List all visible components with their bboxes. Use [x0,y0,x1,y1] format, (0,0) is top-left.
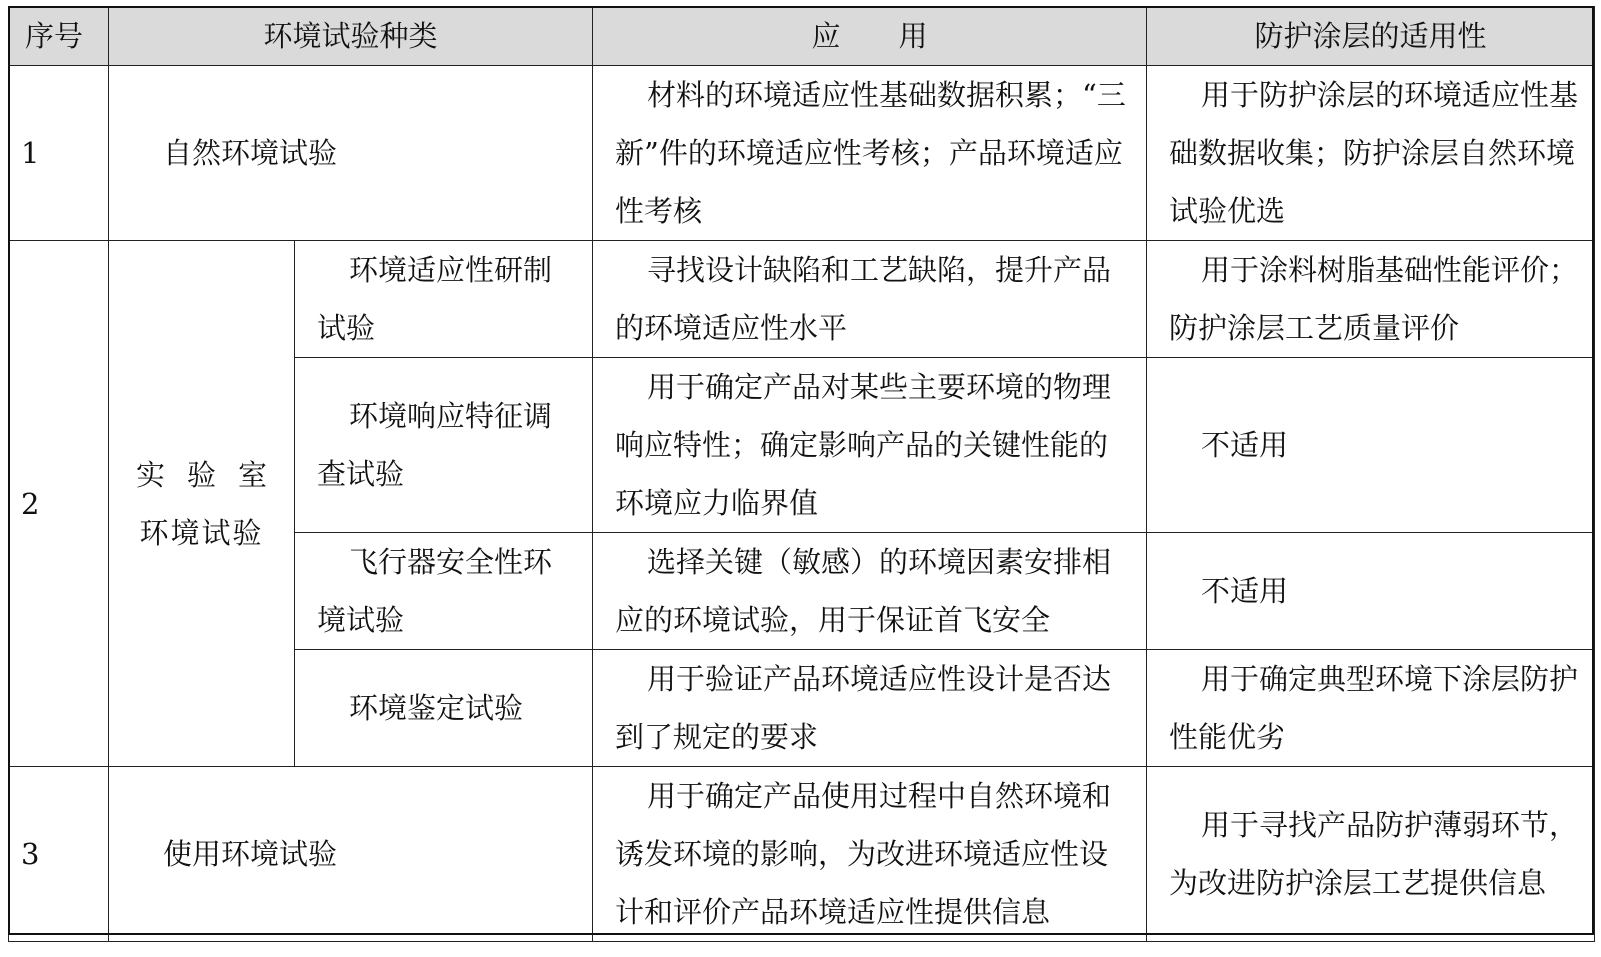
row-app: 用于确定产品对某些主要环境的物理响应特性；确定影响产品的关键性能的环境应力临界值 [593,358,1147,533]
row-num: 2 [9,241,109,767]
row-fit: 不适用 [1147,358,1595,533]
table-header-row [9,7,1595,66]
header-num: 序号 [9,7,109,66]
row-kind-line2: 环境试验 [139,515,264,550]
row-app: 材料的环境适应性基础数据积累；“三新”件的环境适应性考核；产品环境适应性考核 [593,66,1147,241]
table-row [9,66,1595,241]
row-app: 寻找设计缺陷和工艺缺陷，提升产品的环境适应性水平 [593,241,1147,358]
sub-kind: 飞行器安全性环境试验 [295,533,593,650]
row-fit: 用于寻找产品防护薄弱环节，为改进防护涂层工艺提供信息 [1147,767,1595,942]
row-num: 3 [9,767,109,942]
table-row [9,241,1595,358]
header-app: 应 用 [593,7,1147,66]
row-fit: 用于防护涂层的环境适应性基础数据收集；防护涂层自然环境试验优选 [1147,66,1595,241]
header-fit: 防护涂层的适用性 [1147,7,1595,66]
row-app: 用于确定产品使用过程中自然环境和诱发环境的影响，为改进环境适应性设计和评价产品环境适应性提供信息 [593,767,1147,942]
table-row [9,767,1595,942]
sub-kind: 环境适应性研制试验 [295,241,593,358]
row-app: 选择关键（敏感）的环境因素安排相应的环境试验，用于保证首飞安全 [593,533,1147,650]
row-num: 1 [9,66,109,241]
row-kind: 使用环境试验 [109,767,593,942]
sub-kind: 环境鉴定试验 [295,650,593,767]
sub-kind: 环境响应特征调查试验 [295,358,593,533]
environment-test-table [8,6,1595,942]
row-kind-group [109,241,295,767]
row-kind-line1: 实验室 [135,457,289,492]
row-fit: 用于涂料树脂基础性能评价；防护涂层工艺质量评价 [1147,241,1595,358]
header-kind: 环境试验种类 [109,7,593,66]
row-kind: 自然环境试验 [109,66,593,241]
row-app: 用于验证产品环境适应性设计是否达到了规定的要求 [593,650,1147,767]
row-fit: 不适用 [1147,533,1595,650]
row-fit: 用于确定典型环境下涂层防护性能优劣 [1147,650,1595,767]
